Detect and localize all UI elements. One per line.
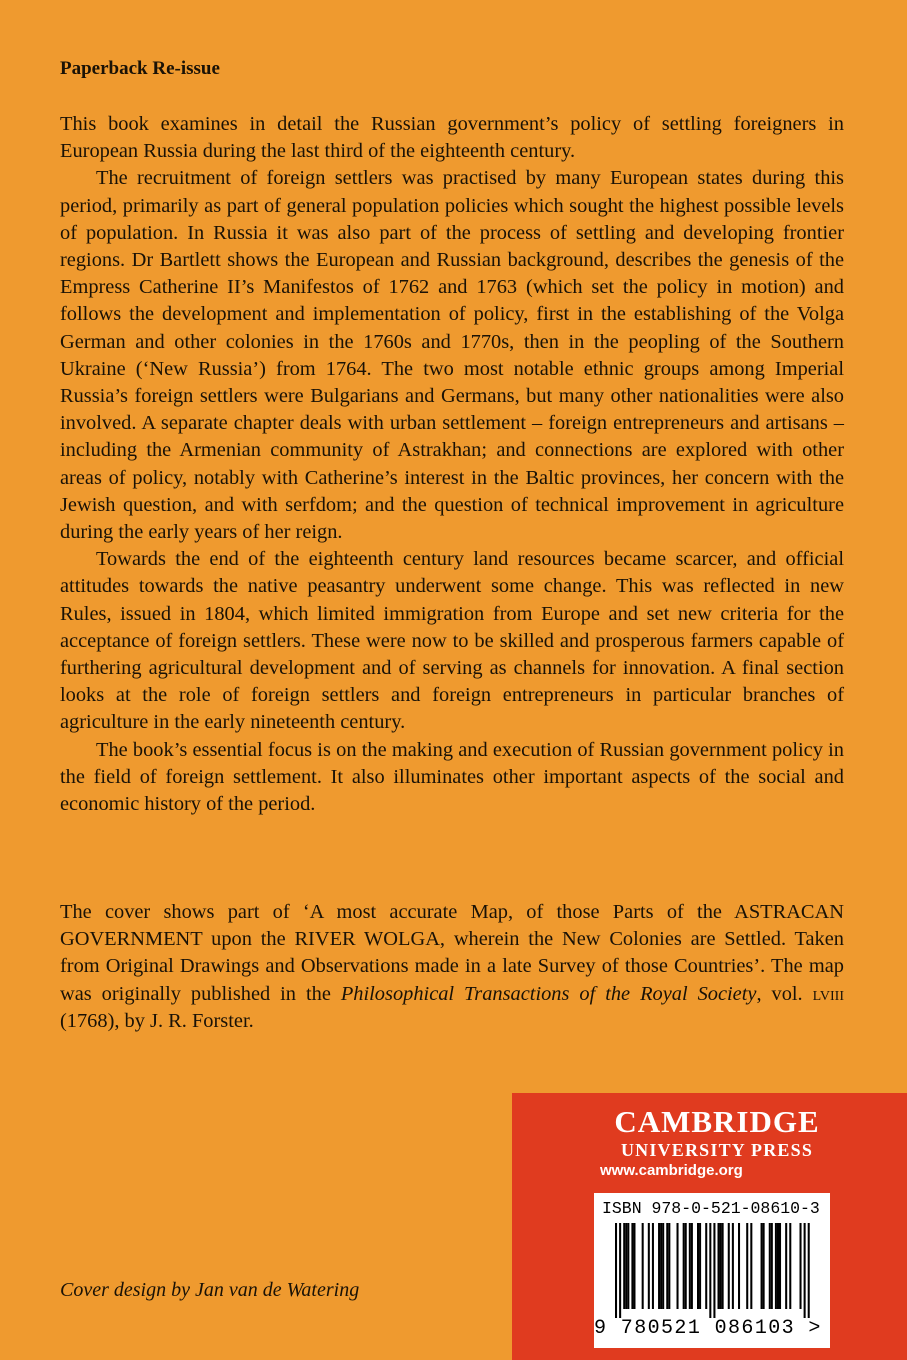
barcode-bar [761,1223,763,1309]
barcode-bar [705,1223,707,1309]
barcode-bar [615,1223,617,1318]
publisher-name: CAMBRIDGE [614,1104,820,1139]
cover-note-text-2: , vol. [756,982,813,1005]
barcode-bar [713,1223,715,1318]
barcode-bar [769,1223,771,1309]
barcode-bar [697,1223,699,1309]
barcode-bar [785,1223,787,1309]
barcode-bar [718,1223,720,1309]
barcode-bar [619,1223,621,1318]
barcode-bar [623,1223,625,1309]
barcode-bar [750,1223,752,1309]
blurb-paragraph-4: The book’s essential focus is on the making and execution of Russian government policy in the field of foreign settlement. It also illuminates other important aspects of the social and economic history of the period. [60,738,844,816]
barcode-bars [601,1223,823,1318]
cover-note-text-3: (1768), by J. R. Forster. [60,1009,254,1032]
blurb-paragraph-2: The recruitment of foreign settlers was practised by many European states during this period, primarily as part of general population policies which sought the highest possible levels of population. In Russia it was also part of the process of settling and developing frontier regions. Dr Bartlett shows the European and Russian background, describes the genesis of the Empress Catherine II’s Manifestos of 1762 and 1763 (which set the policy in motion) and follows the development and implementation of policy, first in the establishing of the Volga German and other colonies in the 1760s and 1770s, then in the peopling of the Southern Ukraine (‘New Russia’) from 1764. The two most notable ethnic groups among Imperial Russia’s foreign settlers were Bulgarians and Germans, but many other nationalities were also involved. A separate chapter deals with urban settlement – foreign entrepreneurs and artisans – including the Armenian community of Astrakhan; and connections are explored with other areas of policy, notably with Catherine’s interest in the Baltic provinces, her concern with the Jewish question, and with serfdom; and the question of technical improvement in agriculture during the early years of her reign. [60,167,844,544]
barcode-bar [685,1223,687,1309]
barcode-bar [689,1223,691,1309]
barcode-bar [746,1223,748,1309]
barcode-bar [808,1223,810,1318]
blurb-text [60,111,844,818]
barcode-bar [658,1223,660,1309]
barcode-bar [668,1223,670,1309]
barcode-bar [763,1223,765,1309]
barcode-bar [625,1223,627,1309]
barcode-bar [800,1223,802,1309]
cover-note-journal: Philosophical Transactions of the Royal Society [340,982,757,1005]
publisher-url: www.cambridge.org [600,1162,743,1179]
barcode-bar [777,1223,779,1309]
reissue-label: Paperback Re-issue [60,58,220,79]
cover-design-credit: Cover design by Jan van de Watering [60,1279,360,1301]
barcode-bar [804,1223,806,1318]
barcode-bar [627,1223,629,1309]
publisher-subname: UNIVERSITY PRESS [620,1140,814,1160]
blurb-paragraph-3: Towards the end of the eighteenth century land resources became scarcer, and official attitudes towards the native peasantry underwent some change. This was reflected in new Rules, issued in 1804, which limited immigration from Europe and set new criteria for the acceptance of foreign settlers. These were now to be skilled and prosperous farmers capable of furthering agricultural development and of serving as channels for innovation. A final section looks at the role of foreign settlers and foreign entrepreneurs in particular branches of agriculture in the early nineteenth century. [60,548,844,734]
barcode-bar [779,1223,781,1309]
barcode-bar [775,1223,777,1309]
cover-note-text-1: The cover shows part of ‘A most accurate Map, of those Parts of the ASTRACAN GOVERNMENT upon the RIVER WOLGA, wherein the New Colonies are Settled. Taken from Original Drawings and Observations made in a late Survey of those Countries’. The map was originally published in the [60,901,844,1005]
barcode-bar [728,1223,730,1309]
barcode-box [594,1193,830,1348]
barcode-bar [699,1223,701,1309]
barcode-bar [677,1223,679,1309]
barcode-bar [720,1223,722,1309]
cover-note-volume: lviii [812,982,844,1005]
barcode-bar [662,1223,664,1309]
barcode-bar [683,1223,685,1309]
ean-digits: 9 780521 086103 > [594,1317,822,1340]
blurb-paragraph-1: This book examines in detail the Russian government’s policy of settling foreigners in European Russia during the last third of the eighteenth century. [60,113,844,163]
barcode-bar [771,1223,773,1309]
barcode-bar [789,1223,791,1309]
barcode-bar [648,1223,650,1309]
barcode-bar [633,1223,635,1309]
publisher-logo [597,1105,837,1181]
barcode-bar [732,1223,734,1309]
barcode-bar [666,1223,668,1309]
barcode-bar [722,1223,724,1309]
isbn-text: ISBN 978-0-521-08610-3 [602,1199,820,1218]
cover-note [60,899,844,1035]
barcode-bar [642,1223,644,1309]
barcode-bar [738,1223,740,1309]
barcode-bar [691,1223,693,1309]
publisher-block [512,1093,907,1360]
barcode-bar [709,1223,711,1318]
barcode-bar [660,1223,662,1309]
barcode-bar [631,1223,633,1309]
barcode-bar [652,1223,654,1309]
